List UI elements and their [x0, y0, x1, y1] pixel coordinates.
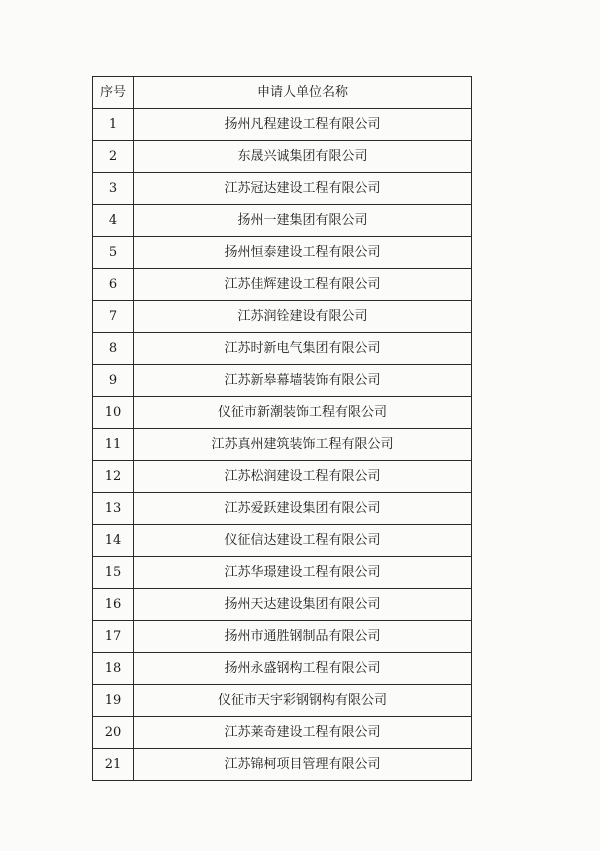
- row-serial-number: 14: [93, 525, 134, 557]
- row-serial-number: 18: [93, 653, 134, 685]
- row-serial-number: 6: [93, 269, 134, 301]
- row-applicant-name: 扬州市通胜钢制品有限公司: [134, 621, 472, 653]
- table-row: [93, 525, 472, 557]
- row-serial-number: 3: [93, 173, 134, 205]
- row-applicant-name: 仪征信达建设工程有限公司: [134, 525, 472, 557]
- row-applicant-name: 江苏爱跃建设集团有限公司: [134, 493, 472, 525]
- row-applicant-name: 扬州永盛钢构工程有限公司: [134, 653, 472, 685]
- table-row: [93, 493, 472, 525]
- row-serial-number: 1: [93, 109, 134, 141]
- table-row: [93, 301, 472, 333]
- row-applicant-name: 江苏华璟建设工程有限公司: [134, 557, 472, 589]
- row-serial-number: 2: [93, 141, 134, 173]
- header-serial-number: [93, 77, 134, 109]
- table-row: [93, 749, 472, 781]
- table-row: [93, 237, 472, 269]
- row-serial-number: 20: [93, 717, 134, 749]
- row-serial-number: 7: [93, 301, 134, 333]
- table-row: [93, 141, 472, 173]
- table-row: [93, 557, 472, 589]
- row-serial-number: 16: [93, 589, 134, 621]
- table-row: [93, 685, 472, 717]
- table-row: [93, 269, 472, 301]
- row-serial-number: 21: [93, 749, 134, 781]
- row-serial-number: 9: [93, 365, 134, 397]
- table-row: [93, 461, 472, 493]
- row-serial-number: 19: [93, 685, 134, 717]
- row-serial-number: 10: [93, 397, 134, 429]
- row-applicant-name: 江苏松润建设工程有限公司: [134, 461, 472, 493]
- row-serial-number: 15: [93, 557, 134, 589]
- table-row: [93, 365, 472, 397]
- row-applicant-name: 江苏时新电气集团有限公司: [134, 333, 472, 365]
- table-row: [93, 621, 472, 653]
- row-applicant-name: 江苏锦柯项目管理有限公司: [134, 749, 472, 781]
- table-body: [93, 109, 472, 781]
- table-row: [93, 333, 472, 365]
- row-serial-number: 17: [93, 621, 134, 653]
- table-row: [93, 397, 472, 429]
- row-serial-number: 11: [93, 429, 134, 461]
- table-row: [93, 109, 472, 141]
- row-serial-number: 13: [93, 493, 134, 525]
- applicant-table: [92, 76, 472, 781]
- row-applicant-name: 江苏莱奇建设工程有限公司: [134, 717, 472, 749]
- row-applicant-name: 江苏润铨建设有限公司: [134, 301, 472, 333]
- row-applicant-name: 江苏冠达建设工程有限公司: [134, 173, 472, 205]
- row-serial-number: 5: [93, 237, 134, 269]
- header-applicant-name: [134, 77, 472, 109]
- row-applicant-name: 江苏新皋幕墙装饰有限公司: [134, 365, 472, 397]
- table-header-row: [93, 77, 472, 109]
- table-row: [93, 429, 472, 461]
- row-applicant-name: 江苏佳辉建设工程有限公司: [134, 269, 472, 301]
- row-applicant-name: 东晟兴诚集团有限公司: [134, 141, 472, 173]
- row-applicant-name: 扬州凡程建设工程有限公司: [134, 109, 472, 141]
- table-row: [93, 717, 472, 749]
- table-row: [93, 589, 472, 621]
- row-applicant-name: 江苏真州建筑装饰工程有限公司: [134, 429, 472, 461]
- header-applicant-name-label: 申请人单位名称: [256, 85, 348, 100]
- row-applicant-name: 仪征市天宇彩钢钢构有限公司: [134, 685, 472, 717]
- row-applicant-name: 扬州一建集团有限公司: [134, 205, 472, 237]
- row-serial-number: 4: [93, 205, 134, 237]
- table-row: [93, 205, 472, 237]
- row-applicant-name: 扬州恒泰建设工程有限公司: [134, 237, 472, 269]
- row-applicant-name: 仪征市新潮装饰工程有限公司: [134, 397, 472, 429]
- table-row: [93, 173, 472, 205]
- row-serial-number: 8: [93, 333, 134, 365]
- row-serial-number: 12: [93, 461, 134, 493]
- table-row: [93, 653, 472, 685]
- header-serial-number-label: 序号: [99, 85, 126, 100]
- row-applicant-name: 扬州天达建设集团有限公司: [134, 589, 472, 621]
